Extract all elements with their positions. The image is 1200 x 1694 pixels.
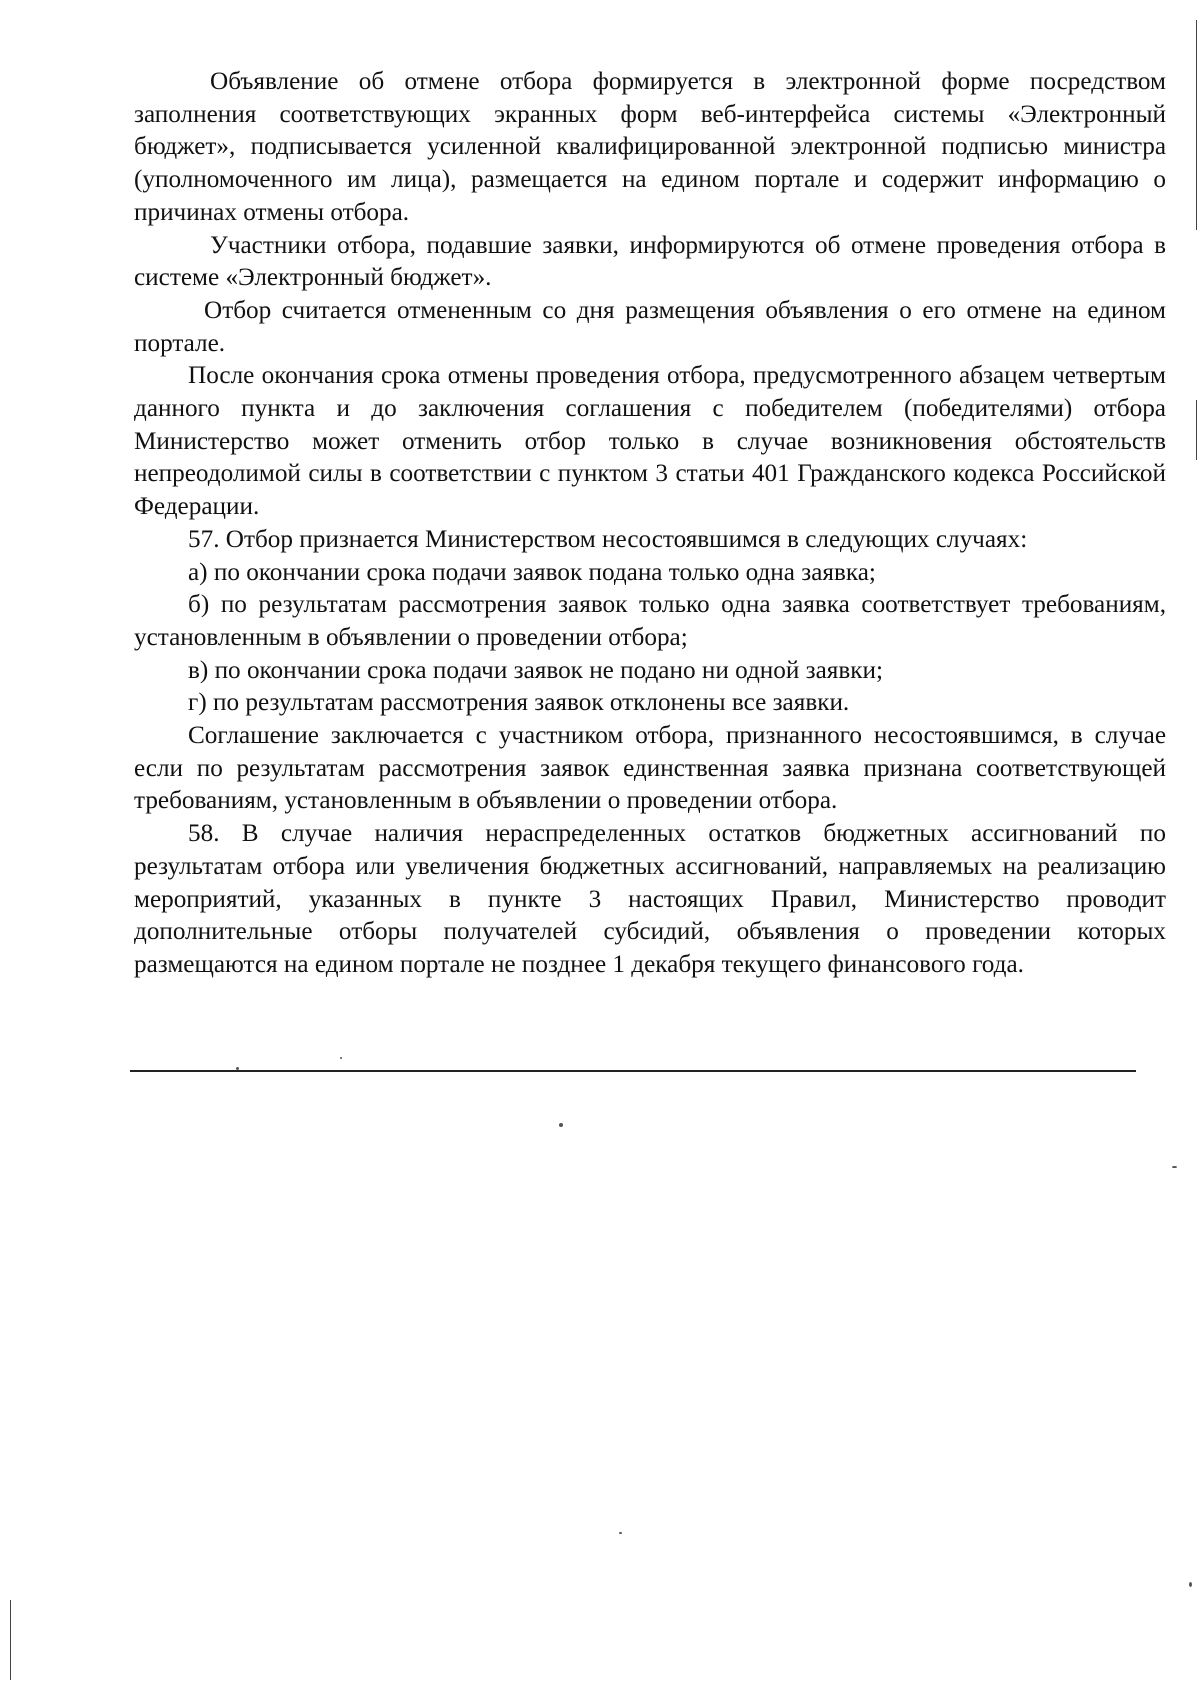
separator-line <box>130 1070 1136 1072</box>
document-body <box>134 66 1166 982</box>
paragraph-cancellation-notice: Объявление об отмене отбора формируется в электронной форме посредством заполнения соответствующих экранных форм веб-интерфейса системы «Электронный бюджет», подписывается усиленной квалифицированной электронной подписью министра (уполномоченного им лица), размещается на едином портале и содержит информацию о причинах отмены отбора. <box>134 68 1166 226</box>
scan-edge-mark <box>1196 20 1197 230</box>
paragraph-clause-58: 58. В случае наличия нераспределенных остатков бюджетных ассигнований по результатам отбора или увеличения бюджетных ассигнований, направляемых на реализацию мероприятий, указанных в пункте 3 настоящих Правил, Министерство проводит дополнительные отборы получателей субсидий, объявления о проведении которых размещаются на едином портале не позднее 1 декабря текущего финансового года. <box>134 820 1166 978</box>
list-item-b: б) по результатам рассмотрения заявок только одна заявка соответствует требованиям, установленным в объявлении о проведении отбора; <box>134 591 1166 651</box>
paragraph-force-majeure: После окончания срока отмены проведения отбора, предусмотренного абзацем четвертым данного пункта и до заключения соглашения с победителем (победителями) отбора Министерство может отменить отбор только в случае возникновения обстоятельств непреодолимой силы в соответствии с пунктом 3 статьи 401 Гражданского кодекса Российской Федерации. <box>134 362 1166 521</box>
paragraph-participants-informed: Участники отбора, подавшие заявки, информируются об отмене проведения отбора в системе «Электронный бюджет». <box>134 231 1166 292</box>
scan-speck <box>340 1057 342 1059</box>
list-item-v: в) по окончании срока подачи заявок не подано ни одной заявки; <box>188 656 883 684</box>
list-item-a: а) по окончании срока подачи заявок подана только одна заявка; <box>188 558 876 586</box>
paragraph-clause-57: 57. Отбор признается Министерством несостоявшимся в следующих случаях: <box>188 525 1028 553</box>
paragraph-cancellation-date: Отбор считается отмененным со дня размещения объявления о его отмене на едином портале. <box>134 296 1166 357</box>
scan-edge-mark <box>10 1600 11 1680</box>
scan-speck <box>619 1532 622 1534</box>
scan-speck <box>559 1123 563 1127</box>
scan-speck <box>1189 1582 1192 1587</box>
list-item-g: г) по результатам рассмотрения заявок отклонены все заявки. <box>188 689 850 717</box>
scan-edge-mark <box>1196 400 1197 460</box>
scan-speck <box>1172 1166 1177 1168</box>
paragraph-agreement: Соглашение заключается с участником отбора, признанного несостоявшимся, в случае если по результатам рассмотрения заявок единственная заявка признана соответствующей требованиям, установленным в объявлении о проведении отбора. <box>134 722 1166 815</box>
scan-speck <box>236 1067 239 1070</box>
